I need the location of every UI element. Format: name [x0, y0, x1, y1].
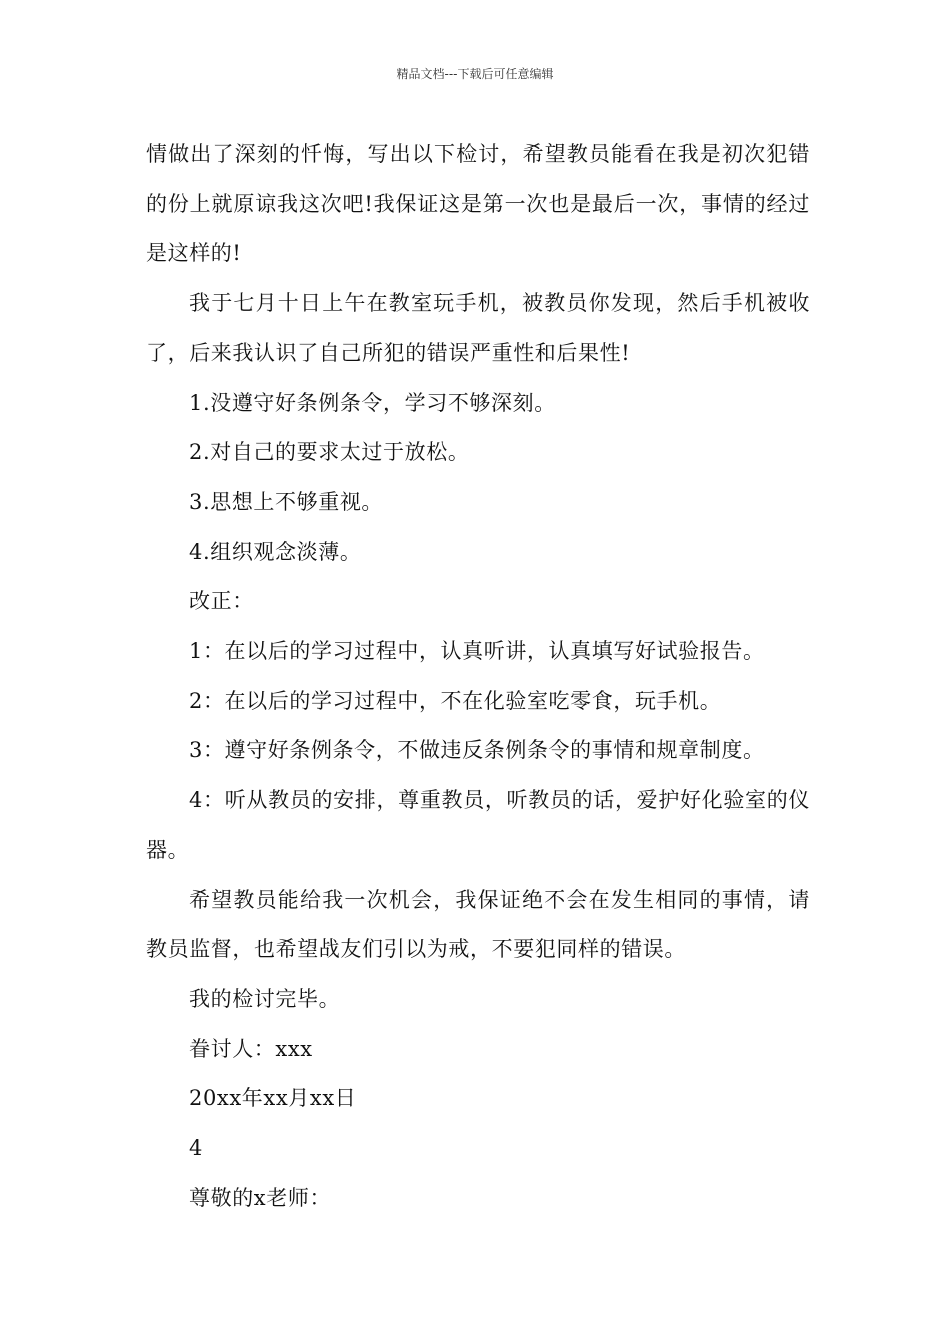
paragraph-1: 情做出了深刻的忏悔，写出以下检讨，希望教员能看在我是初次犯错的份上就原谅我这次吧!我保证这是第一次也是最后一次，事情的经过是这样的! — [146, 142, 810, 266]
correction-item-1: 1：在以后的学习过程中，认真听讲，认真填写好试验报告。 — [189, 639, 765, 664]
section-heading-correction: 改正： — [189, 589, 254, 614]
date-line: 20xx年xx月xx日 — [189, 1086, 357, 1111]
correction-item-4: 4：听从教员的安排，尊重教员，听教员的话，爱护好化验室的仪器。 — [146, 788, 810, 862]
signature-line: 眷讨人：xxx — [189, 1036, 313, 1061]
list-item-2: 2.对自己的要求太过于放松。 — [189, 440, 470, 465]
paragraph-2: 我于七月十日上午在教室玩手机，被教员你发现，然后手机被收了，后来我认识了自己所犯的错误严重性和后果性! — [146, 291, 810, 365]
paragraph-closing: 我的检讨完毕。 — [189, 986, 341, 1011]
list-item-3: 3.思想上不够重视。 — [189, 489, 384, 514]
correction-item-3: 3：遵守好条例条令，不做违反条例条令的事情和规章制度。 — [189, 738, 765, 763]
list-item-4: 4.组织观念淡薄。 — [189, 539, 362, 564]
list-item-1: 1.没遵守好条例条令，学习不够深刻。 — [189, 390, 556, 415]
correction-item-2: 2：在以后的学习过程中，不在化验室吃零食，玩手机。 — [189, 688, 722, 713]
section-number: 4 — [189, 1136, 203, 1161]
document-body — [146, 130, 810, 1223]
salutation-line: 尊敬的x老师： — [189, 1185, 332, 1210]
paragraph-hope: 希望教员能给我一次机会，我保证绝不会在发生相同的事情，请教员监督，也希望战友们引以为戒，不要犯同样的错误。 — [146, 887, 810, 962]
page-header: 精品文档---下载后可任意编辑 — [396, 67, 554, 81]
